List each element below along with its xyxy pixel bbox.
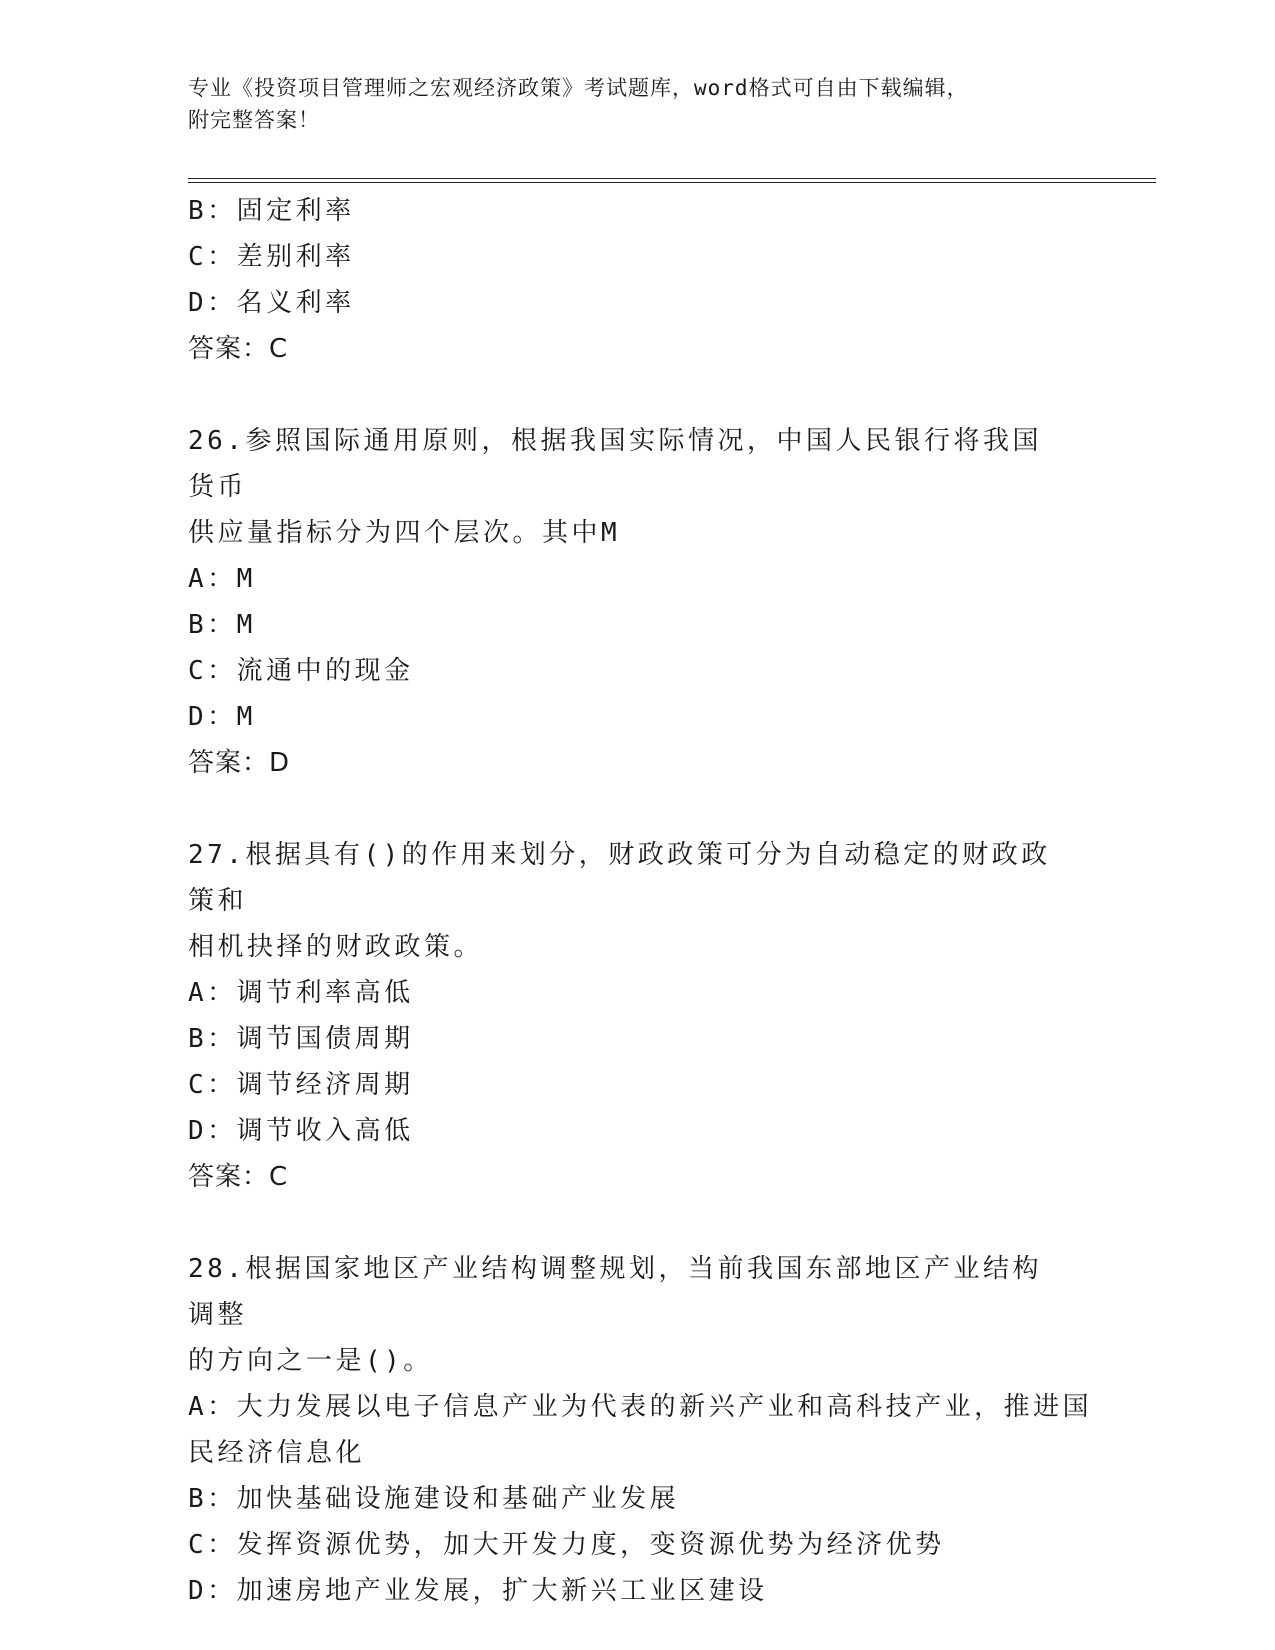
option-d: D：调节收入高低	[188, 1116, 414, 1146]
option-a: A：大力发展以电子信息产业为代表的新兴产业和高科技产业，推进国	[188, 1392, 1093, 1422]
question-list	[188, 188, 1093, 1614]
answer: 答案：C	[188, 1162, 289, 1192]
option-b: B：调节国债周期	[188, 1024, 414, 1054]
question-text-line: 28.根据国家地区产业结构调整规划，当前我国东部地区产业结构调整	[188, 1254, 1042, 1330]
option-d: D：加速房地产业发展，扩大新兴工业区建设	[188, 1576, 768, 1606]
question-text-line: 相机抉择的财政政策。	[188, 932, 484, 962]
option-a: A：M	[188, 564, 256, 594]
question-28	[188, 1246, 1093, 1614]
header-line-1: 专业《投资项目管理师之宏观经济政策》考试题库，word格式可自由下载编辑，	[188, 76, 969, 100]
option-d: D：名义利率	[188, 288, 355, 318]
question-text-line: 供应量指标分为四个层次。其中M	[188, 518, 621, 548]
question-text-line: 的方向之一是()。	[188, 1346, 433, 1376]
option-c: C：差别利率	[188, 242, 355, 272]
answer: 答案：C	[188, 334, 289, 364]
option-c: C：调节经济周期	[188, 1070, 414, 1100]
answer: 答案：D	[188, 748, 291, 778]
header-rule-top	[188, 178, 1156, 179]
header-rule-bottom	[188, 182, 1156, 183]
question-text	[188, 418, 1068, 556]
option-b: B：固定利率	[188, 196, 355, 226]
option-c: C：发挥资源优势，加大开发力度，变资源优势为经济优势	[188, 1530, 945, 1560]
question-text	[188, 1246, 1068, 1384]
option-d: D：M	[188, 702, 256, 732]
header-line-2: 附完整答案！	[188, 108, 320, 132]
option-a-continued: 民经济信息化	[188, 1438, 366, 1468]
question-27	[188, 832, 1088, 1200]
question-26	[188, 418, 1088, 786]
question-25-tail	[188, 188, 1088, 372]
question-text-line: 27.根据具有()的作用来划分，财政政策可分为自动稳定的财政政策和	[188, 840, 1051, 916]
question-text-line: 26.参照国际通用原则，根据我国实际情况，中国人民银行将我国货币	[188, 426, 1042, 502]
option-b: B：加快基础设施建设和基础产业发展	[188, 1484, 680, 1514]
option-b: B：M	[188, 610, 256, 640]
option-c: C：流通中的现金	[188, 656, 414, 686]
document-header	[188, 72, 1088, 136]
option-a: A：调节利率高低	[188, 978, 414, 1008]
question-text	[188, 832, 1068, 970]
